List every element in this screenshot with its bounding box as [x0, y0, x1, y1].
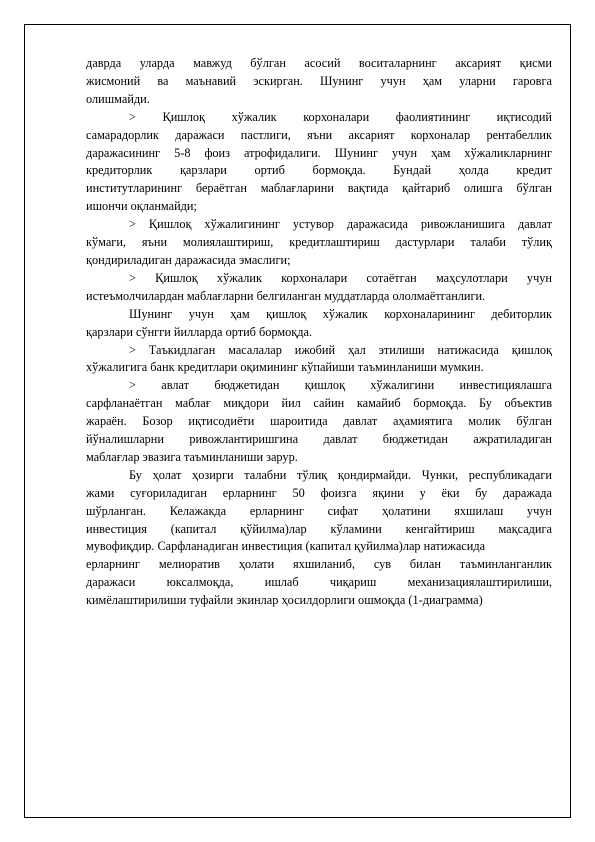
- paragraph-consumers: [86, 270, 552, 306]
- text-line: мувофиқдир. Сарфланадиган инвестиция (капитал қуйилма)лар натижасида: [86, 539, 486, 554]
- text-line: институтларининг бераётган маблағларини вақтида қайтариб олишга бўлган: [86, 181, 552, 196]
- text-line: > Қишлоқ хўжалик корхоналари сотаётган маҳсулотлари учун: [129, 270, 552, 285]
- text-line: қарзлари сўнгги йилларда ортиб бормоқда.: [86, 324, 313, 339]
- text-line: жисмоний ва маънавий эскирган. Шунинг учун ҳам уларни гаровга: [86, 73, 552, 88]
- text-line: > Қишлоқ хўжалик корхоналари фаолиятининг иқтисодий: [129, 109, 552, 124]
- paragraph-state-support: [86, 216, 552, 270]
- text-line: қондириладиган даражасида эмаслиги;: [86, 252, 291, 267]
- text-line: йўналишларни ривожлантиришгина давлат бюджетидан ажратиладиган: [86, 432, 552, 447]
- text-line: жараён. Бозор иқтисодиёти шароитида давлат аҳамиятига молик бўлган: [86, 414, 552, 429]
- text-line: Шунинг учун ҳам қишлоқ хўжалик корхоналарининг дебиторлик: [129, 306, 552, 321]
- text-line: ишончи оқланмайди;: [86, 199, 197, 214]
- text-line: даражаси юксалмоқда, ишлаб чиқариш механизациялаштирилиши,: [86, 575, 552, 590]
- text-line: ерларнинг мелиоратив ҳолати яхшиланиб, сув билан таъминланганлик: [86, 557, 552, 572]
- text-line: хўжалигига банк кредитлари оқимининг кўпайиши таъминланиши мумкин.: [86, 360, 484, 375]
- paragraph-bank-credit: [86, 342, 552, 378]
- text-line: > Таъкидлаган масалалар ижобий ҳал этилиши натижасида қишлоқ: [129, 342, 552, 357]
- text-line: > авлат бюджетидан қишлоқ хўжалигини инвестициялашга: [129, 378, 552, 393]
- text-line: Бу ҳолат ҳозирги талабни тўлиқ қондирмайди. Чунки, республикадаги: [129, 467, 552, 482]
- text-line: инвестиция (капитал қўйилма)лар кўламини кенгайтириш мақсадига: [86, 521, 552, 536]
- paragraph-receivables: [86, 306, 552, 342]
- text-line: жами суғориладиган ерларнинг 50 фоизга яқини у ёки бу даражада: [86, 485, 552, 500]
- text-line: олишмайди.: [86, 91, 150, 106]
- text-line: истеъмолчилардан маблағларни белгиланган муддатларда ололмаётганлиги.: [86, 288, 486, 303]
- text-line: кимёлаштирилиши туфайли экинлар ҳосилдорлиги ошмоқда (1-диаграмма): [86, 593, 483, 608]
- paragraph-budget: [86, 377, 552, 467]
- text-line: > Қишлоқ хўжалигининг устувор даражасида ривожланишига давлат: [129, 217, 552, 232]
- text-line: самарадорлик даражаси пастлиги, яъни аксарият корхоналар рентабеллик: [86, 127, 552, 142]
- text-line: даражасининг 5-8 фоиз атрофидалиги. Шунинг учун ҳам хўжаликларнинг: [86, 145, 552, 160]
- text-line: шўрланган. Келажакда ерларнинг сифат ҳолатини яхшилаш учун: [86, 503, 552, 518]
- text-line: кредиторлик қарзлари ортиб бормоқда. Бундай ҳолда кредит: [86, 163, 552, 178]
- paragraph-collateral: [86, 55, 552, 109]
- paragraph-irrigation: [86, 467, 552, 610]
- text-line: маблағлар эвазига таъминланиши зарур.: [86, 449, 298, 464]
- text-line: кўмаги, яъни молиялаштириш, кредитлаштириш дастурлари талаби тўлиқ: [86, 235, 552, 250]
- paragraph-efficiency: [86, 109, 552, 216]
- document-body: [86, 55, 552, 610]
- text-line: даврда уларда мавжуд бўлган асосий воситаларнинг аксарият қисми: [86, 56, 552, 70]
- text-line: сарфланаётган маблағ миқдори йил сайин камайиб бормоқда. Бу объектив: [86, 396, 552, 411]
